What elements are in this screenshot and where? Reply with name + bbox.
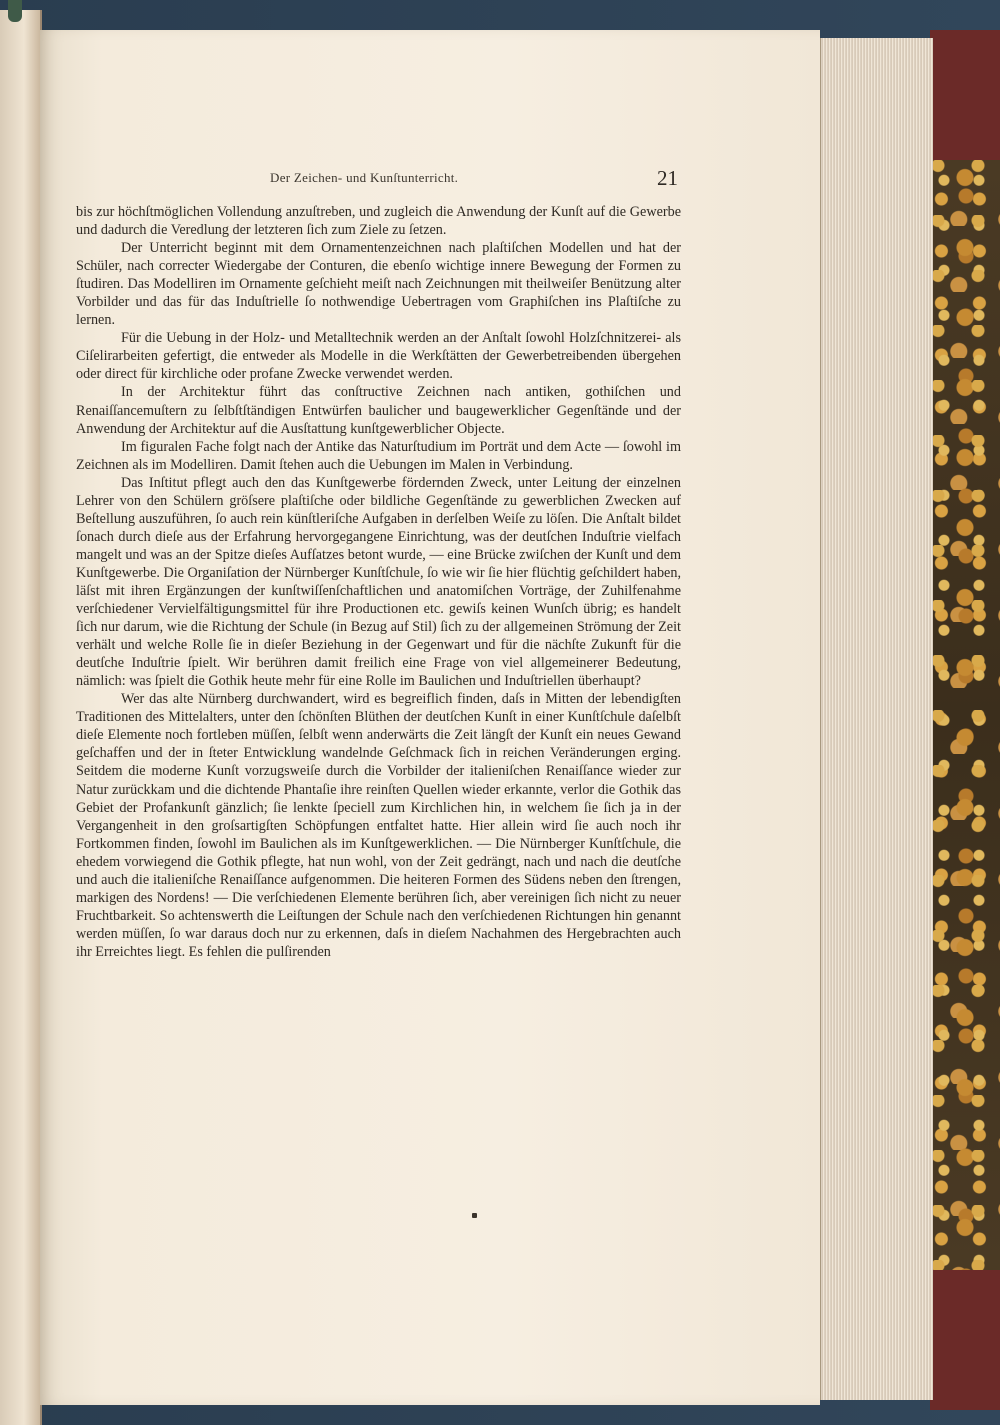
marbled-endpaper: [930, 160, 1000, 1270]
facing-page-edge: [0, 10, 42, 1425]
paragraph: Das Inſtitut pflegt auch den das Kunſtgewerbe fördernden Zweck, unter Leitung der einzelnen Lehrer von den Schülern gröſsere plaſtiſche oder bildliche Gegenſtände zu gewerblichen Zwecken auf Beſtellung auszuführen, ſo auch rein künſtleriſche Aufgaben in derſelben Weiſe zu löſen. Die Anſtalt bildet ſonach durch dieſe aus der Erfahrung hervorgegangene Einrichtung, was der deutſchen Induſtrie vielfach mangelt und was an der Spitze dieſes Aufſatzes betont wurde, — eine Brücke zwiſchen der Kunſt und dem Kunſtgewerbe. Die Organiſation der Nürnberger Kunſtſchule, ſo wie wir ſie hier flüchtig geſchildert haben, läſst mit ihren Ergänzungen der kunſtwiſſenſchaftlichen und anatomiſchen Vorträge, der Zuhilfenahme verſchiedener Vervielfältigungsmittel für ihre Productionen etc. gewiſs keinen Wunſch übrig; es handelt ſich nur darum, wie die Richtung der Schule (in Bezug auf Stil) ſich zu der allgemeinen Strömung der Zeit verhält und welche Rolle ſie in dieſer Beziehung in der Gegenwart und für die nächſte Zukunft für die deutſche Induſtrie ſpielt. Wir berühren damit freilich eine Frage von viel allgemeinerer Bedeutung, nämlich: was ſpielt die Gothik heute mehr für eine Rolle im Baulichen und Induſtriellen überhaupt?: [76, 474, 681, 690]
page-block-edge: [820, 38, 933, 1400]
paragraph: Der Unterricht beginnt mit dem Ornamentenzeichnen nach plaſtiſchen Modellen und hat der Schüler, nach correcter Wiedergabe der Conturen, die ebenſo wichtige innere Bewegung der Formen zu ſtudiren. Das Modelliren im Ornamente geſchieht meiſt nach Zeichnungen mit theilweiſer Benützung alter Vorbilder und das für das Induſtrielle ſo nothwendige Uebertragen vom Graphiſchen ins Plaſtiſche zu lernen.: [76, 240, 681, 329]
paragraph: Für die Uebung in der Holz- und Metalltechnik werden an der Anſtalt ſowohl Holzſchnitzerei- als Ciſelirarbeiten gefertigt, die entweder als Modelle in die Werkſtätten der Gewerbetreibenden übergehen oder direct für kirchliche oder profane Zwecke verwendet werden.: [76, 330, 681, 383]
printer-mark: [472, 1213, 477, 1218]
paragraph: Wer das alte Nürnberg durchwandert, wird es begreiflich finden, daſs in Mitten der lebendigſten Traditionen des Mittelalters, unter den ſchönſten Blüthen der deutſchen Kunſt in einer Kunſtſchule daſelbſt dieſe Elemente noch fortleben müſſen, ſelbſt wenn anderwärts die Zeit längſt der Kunſt ein neues Gewand geſchaffen und der in ſteter Entwicklung wandelnde Geſchmack ſich in reichen Veränderungen erging. Seitdem die moderne Kunſt vorzugsweiſe durch die Vorbilder der italieniſchen Renaiſſance wieder zur Natur zurückkam und die dichtende Phantaſie ihre reinſten Quellen wieder erkannte, verlor die Gothik das Gebiet der Profankunſt gänzlich; ſie lenkte ſpeciell zum Kirchlichen hin, in welchem ſie ſich ja in der Vergangenheit in den groſsartigſten Schöpfungen entfaltet hatte. Hier allein wird ſie auch noch ihr Fortkommen finden, ſowohl im Baulichen als im Kunſtgewerklichen. — Die Nürnberger Kunſtſchule, die ehedem vorwiegend die Gothik pflegte, hat nun wohl, von der Zeit gedrängt, nach und nach die deutſche und auch die italieniſche Renaiſſance aufgenommen. Die heiteren Formen des Südens neben den ſtrengen, markigen des Nordens! — Die verſchiedenen Elemente berühren ſich, aber vereinigen ſich nicht zu neuer Fruchtbarkeit. So achtenswerth die Leiſtungen der Schule nach den verſchiedenen Richtungen hin genannt werden müſſen, ſo war daraus doch nur zu erkennen, daſs in dieſem Nachahmen des Hergebrachten auch ihr Erreichtes liegt. Es fehlen die pulſirenden: [76, 691, 681, 960]
ribbon-bookmark: [8, 0, 22, 22]
paragraph: Im figuralen Fache folgt nach der Antike das Naturſtudium im Porträt und dem Acte — ſowohl im Zeichnen als im Modelliren. Damit ſtehen auch die Uebungen im Malen in Verbindung.: [76, 438, 681, 473]
running-head: Der Zeichen- und Kunſtunterricht.: [270, 170, 459, 185]
body-text: [76, 203, 681, 961]
paragraph: bis zur höchſtmöglichen Vollendung anzuſtreben, und zugleich die Anwendung der Kunſt auf die Gewerbe und dadurch die Veredlung der letzteren ſich zum Ziele zu ſetzen.: [76, 204, 681, 239]
page-number: 21: [657, 166, 678, 190]
paragraph: In der Architektur führt das conſtructive Zeichnen nach antiken, gothiſchen und Renaiſſancemuſtern zu ſelbſtſtändigen Entwürfen baulicher und baugewerklicher Gegenſtände und der Anwendung der Architektur auf die Ausſtattung kunſtgewerblicher Objecte.: [76, 384, 681, 437]
